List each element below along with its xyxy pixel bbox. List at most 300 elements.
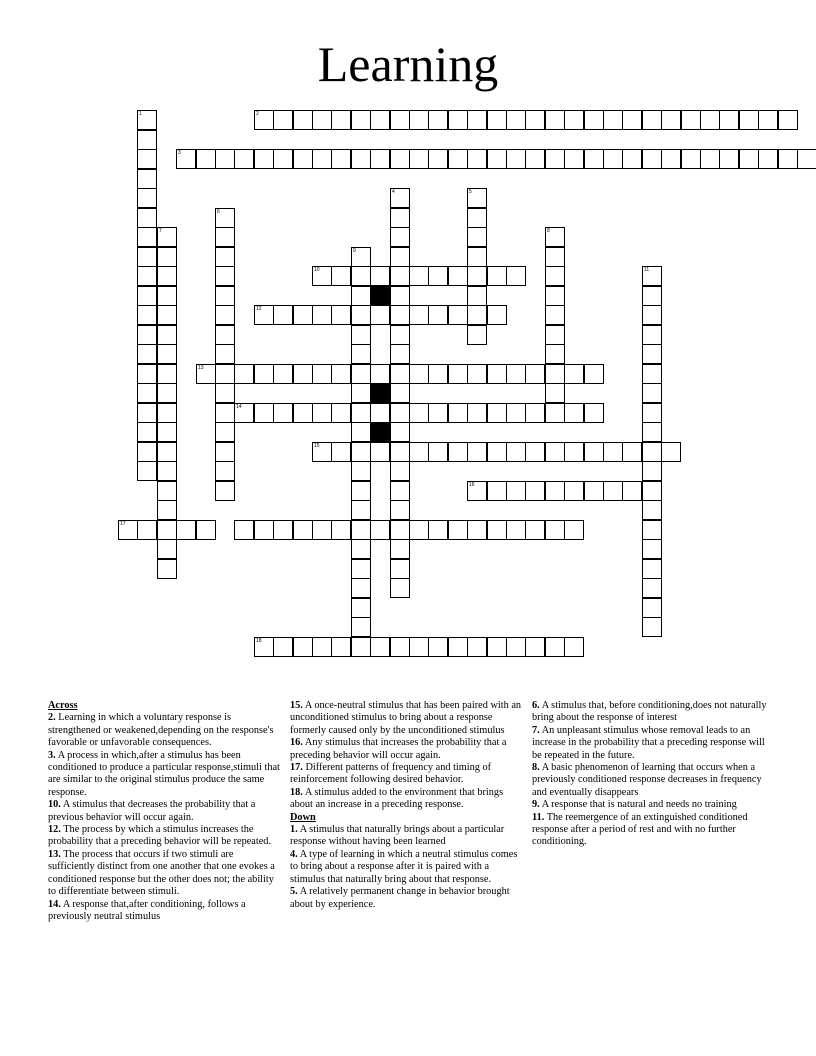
grid-cell[interactable]: [293, 520, 313, 540]
grid-cell[interactable]: [157, 383, 177, 403]
grid-cell[interactable]: [312, 364, 332, 384]
grid-cell[interactable]: [293, 110, 313, 130]
grid-cell[interactable]: [487, 149, 507, 169]
grid-cell[interactable]: [312, 305, 332, 325]
grid-cell[interactable]: [351, 461, 371, 481]
grid-cell[interactable]: [545, 110, 565, 130]
grid-cell[interactable]: [487, 110, 507, 130]
grid-cell[interactable]: [487, 637, 507, 657]
grid-cell-9[interactable]: [351, 247, 371, 267]
grid-cell[interactable]: [351, 149, 371, 169]
grid-cell[interactable]: [157, 559, 177, 579]
grid-cell[interactable]: [622, 149, 642, 169]
grid-cell[interactable]: [506, 403, 526, 423]
grid-cell[interactable]: [215, 481, 235, 501]
grid-cell[interactable]: [409, 403, 429, 423]
grid-cell[interactable]: [661, 149, 681, 169]
grid-cell[interactable]: [254, 149, 274, 169]
grid-cell[interactable]: [739, 149, 759, 169]
grid-cell[interactable]: [545, 286, 565, 306]
grid-cell[interactable]: [390, 305, 410, 325]
grid-cell[interactable]: [234, 520, 254, 540]
grid-cell[interactable]: [506, 149, 526, 169]
grid-cell[interactable]: [428, 305, 448, 325]
grid-cell[interactable]: [409, 149, 429, 169]
grid-cell[interactable]: [293, 305, 313, 325]
grid-cell[interactable]: [545, 247, 565, 267]
grid-cell[interactable]: [719, 110, 739, 130]
grid-cell[interactable]: [603, 110, 623, 130]
grid-cell-15[interactable]: [312, 442, 332, 462]
grid-cell[interactable]: [467, 403, 487, 423]
grid-cell[interactable]: [351, 344, 371, 364]
grid-cell-18[interactable]: [254, 637, 274, 657]
grid-cell[interactable]: [642, 442, 662, 462]
grid-cell[interactable]: [642, 383, 662, 403]
grid-cell[interactable]: [273, 520, 293, 540]
grid-cell[interactable]: [642, 520, 662, 540]
grid-cell[interactable]: [370, 442, 390, 462]
grid-cell[interactable]: [545, 325, 565, 345]
grid-cell-8[interactable]: [545, 227, 565, 247]
grid-cell[interactable]: [351, 442, 371, 462]
grid-cell[interactable]: [157, 520, 177, 540]
grid-cell-1[interactable]: [137, 110, 157, 130]
grid-cell[interactable]: [157, 286, 177, 306]
grid-cell[interactable]: [137, 305, 157, 325]
grid-cell[interactable]: [525, 149, 545, 169]
grid-cell[interactable]: [545, 637, 565, 657]
grid-cell[interactable]: [681, 149, 701, 169]
grid-cell[interactable]: [467, 110, 487, 130]
grid-cell[interactable]: [758, 110, 778, 130]
grid-cell[interactable]: [564, 149, 584, 169]
grid-cell[interactable]: [390, 208, 410, 228]
grid-cell[interactable]: [525, 364, 545, 384]
grid-cell[interactable]: [137, 364, 157, 384]
grid-cell[interactable]: [157, 266, 177, 286]
grid-cell[interactable]: [390, 403, 410, 423]
grid-cell[interactable]: [506, 442, 526, 462]
grid-cell[interactable]: [525, 637, 545, 657]
grid-cell[interactable]: [157, 344, 177, 364]
grid-cell[interactable]: [137, 422, 157, 442]
grid-cell[interactable]: [506, 481, 526, 501]
grid-cell[interactable]: [622, 442, 642, 462]
grid-cell[interactable]: [351, 637, 371, 657]
grid-cell[interactable]: [390, 578, 410, 598]
grid-cell[interactable]: [584, 110, 604, 130]
grid-cell[interactable]: [370, 520, 390, 540]
grid-cell[interactable]: [584, 481, 604, 501]
grid-cell[interactable]: [409, 637, 429, 657]
grid-cell[interactable]: [215, 422, 235, 442]
grid-cell[interactable]: [390, 500, 410, 520]
grid-cell-4[interactable]: [390, 188, 410, 208]
grid-cell-14[interactable]: [234, 403, 254, 423]
grid-cell[interactable]: [448, 364, 468, 384]
grid-cell[interactable]: [273, 403, 293, 423]
grid-cell[interactable]: [545, 364, 565, 384]
grid-cell[interactable]: [642, 617, 662, 637]
grid-cell[interactable]: [390, 481, 410, 501]
grid-cell[interactable]: [700, 149, 720, 169]
grid-cell[interactable]: [331, 266, 351, 286]
grid-cell[interactable]: [467, 442, 487, 462]
grid-cell[interactable]: [642, 286, 662, 306]
grid-cell[interactable]: [409, 520, 429, 540]
grid-cell[interactable]: [467, 637, 487, 657]
grid-cell[interactable]: [196, 520, 216, 540]
grid-cell[interactable]: [390, 364, 410, 384]
grid-cell[interactable]: [642, 481, 662, 501]
grid-cell[interactable]: [390, 637, 410, 657]
grid-cell[interactable]: [778, 149, 798, 169]
grid-cell[interactable]: [215, 149, 235, 169]
grid-cell[interactable]: [293, 403, 313, 423]
grid-cell[interactable]: [351, 325, 371, 345]
grid-cell[interactable]: [390, 383, 410, 403]
grid-cell[interactable]: [584, 442, 604, 462]
grid-cell[interactable]: [525, 481, 545, 501]
grid-cell[interactable]: [351, 266, 371, 286]
grid-cell[interactable]: [545, 344, 565, 364]
grid-cell[interactable]: [409, 110, 429, 130]
grid-cell[interactable]: [642, 110, 662, 130]
grid-cell[interactable]: [351, 286, 371, 306]
grid-cell[interactable]: [467, 325, 487, 345]
grid-cell[interactable]: [448, 520, 468, 540]
grid-cell[interactable]: [545, 149, 565, 169]
grid-cell[interactable]: [390, 266, 410, 286]
grid-cell[interactable]: [390, 110, 410, 130]
grid-cell[interactable]: [137, 520, 157, 540]
grid-cell[interactable]: [351, 481, 371, 501]
grid-cell[interactable]: [137, 247, 157, 267]
grid-cell[interactable]: [661, 442, 681, 462]
grid-cell[interactable]: [448, 637, 468, 657]
grid-cell[interactable]: [390, 149, 410, 169]
grid-cell[interactable]: [137, 461, 157, 481]
grid-cell[interactable]: [584, 149, 604, 169]
grid-cell[interactable]: [351, 383, 371, 403]
grid-cell[interactable]: [564, 403, 584, 423]
grid-cell[interactable]: [390, 247, 410, 267]
grid-cell[interactable]: [370, 266, 390, 286]
grid-cell[interactable]: [428, 110, 448, 130]
grid-cell[interactable]: [428, 637, 448, 657]
grid-cell[interactable]: [137, 188, 157, 208]
grid-cell[interactable]: [622, 481, 642, 501]
grid-cell[interactable]: [215, 325, 235, 345]
grid-cell[interactable]: [758, 149, 778, 169]
grid-cell[interactable]: [719, 149, 739, 169]
grid-cell[interactable]: [603, 481, 623, 501]
grid-cell[interactable]: [409, 442, 429, 462]
grid-cell[interactable]: [506, 110, 526, 130]
grid-cell[interactable]: [409, 266, 429, 286]
grid-cell[interactable]: [351, 500, 371, 520]
grid-cell[interactable]: [351, 598, 371, 618]
grid-cell[interactable]: [273, 364, 293, 384]
grid-cell[interactable]: [739, 110, 759, 130]
grid-cell[interactable]: [331, 637, 351, 657]
grid-cell[interactable]: [390, 461, 410, 481]
grid-cell[interactable]: [564, 481, 584, 501]
grid-cell[interactable]: [448, 110, 468, 130]
grid-cell[interactable]: [642, 325, 662, 345]
grid-cell-16[interactable]: [467, 481, 487, 501]
grid-cell[interactable]: [428, 266, 448, 286]
grid-cell[interactable]: [351, 617, 371, 637]
grid-cell[interactable]: [234, 149, 254, 169]
grid-cell[interactable]: [157, 481, 177, 501]
grid-cell[interactable]: [137, 286, 157, 306]
grid-cell[interactable]: [215, 461, 235, 481]
grid-cell[interactable]: [564, 364, 584, 384]
grid-cell[interactable]: [642, 539, 662, 559]
grid-cell[interactable]: [564, 442, 584, 462]
grid-cell[interactable]: [351, 520, 371, 540]
grid-cell[interactable]: [487, 481, 507, 501]
grid-cell[interactable]: [642, 559, 662, 579]
grid-cell-11[interactable]: [642, 266, 662, 286]
grid-cell[interactable]: [390, 559, 410, 579]
grid-cell[interactable]: [642, 149, 662, 169]
grid-cell[interactable]: [215, 344, 235, 364]
grid-cell[interactable]: [506, 520, 526, 540]
grid-cell[interactable]: [390, 422, 410, 442]
grid-cell[interactable]: [545, 520, 565, 540]
grid-cell[interactable]: [215, 383, 235, 403]
grid-cell[interactable]: [409, 305, 429, 325]
grid-cell[interactable]: [642, 578, 662, 598]
grid-cell[interactable]: [642, 422, 662, 442]
grid-cell[interactable]: [137, 403, 157, 423]
grid-cell[interactable]: [293, 149, 313, 169]
grid-cell[interactable]: [545, 383, 565, 403]
grid-cell-10[interactable]: [312, 266, 332, 286]
grid-cell[interactable]: [467, 227, 487, 247]
grid-cell[interactable]: [797, 149, 816, 169]
grid-cell[interactable]: [622, 110, 642, 130]
grid-cell[interactable]: [351, 422, 371, 442]
grid-cell[interactable]: [331, 520, 351, 540]
grid-cell[interactable]: [137, 266, 157, 286]
grid-cell[interactable]: [176, 520, 196, 540]
grid-cell[interactable]: [215, 442, 235, 462]
grid-cell[interactable]: [157, 305, 177, 325]
grid-cell[interactable]: [312, 520, 332, 540]
grid-cell-12[interactable]: [254, 305, 274, 325]
grid-cell[interactable]: [428, 442, 448, 462]
grid-cell[interactable]: [331, 149, 351, 169]
grid-cell[interactable]: [370, 364, 390, 384]
grid-cell[interactable]: [525, 403, 545, 423]
grid-cell[interactable]: [215, 286, 235, 306]
grid-cell[interactable]: [545, 481, 565, 501]
grid-cell[interactable]: [448, 266, 468, 286]
grid-cell[interactable]: [448, 149, 468, 169]
grid-cell[interactable]: [448, 305, 468, 325]
grid-cell[interactable]: [467, 520, 487, 540]
grid-cell-2[interactable]: [254, 110, 274, 130]
grid-cell[interactable]: [487, 364, 507, 384]
grid-cell[interactable]: [312, 110, 332, 130]
grid-cell[interactable]: [351, 364, 371, 384]
grid-cell[interactable]: [137, 149, 157, 169]
grid-cell[interactable]: [137, 383, 157, 403]
grid-cell[interactable]: [312, 403, 332, 423]
grid-cell[interactable]: [409, 364, 429, 384]
grid-cell[interactable]: [487, 442, 507, 462]
grid-cell[interactable]: [157, 325, 177, 345]
grid-cell[interactable]: [467, 286, 487, 306]
grid-cell-6[interactable]: [215, 208, 235, 228]
grid-cell[interactable]: [331, 403, 351, 423]
grid-cell-3[interactable]: [176, 149, 196, 169]
grid-cell[interactable]: [642, 403, 662, 423]
grid-cell[interactable]: [137, 344, 157, 364]
grid-cell[interactable]: [506, 266, 526, 286]
grid-cell[interactable]: [137, 325, 157, 345]
grid-cell[interactable]: [642, 598, 662, 618]
grid-cell[interactable]: [331, 110, 351, 130]
grid-cell[interactable]: [254, 403, 274, 423]
grid-cell[interactable]: [370, 110, 390, 130]
grid-cell[interactable]: [487, 266, 507, 286]
grid-cell[interactable]: [157, 442, 177, 462]
grid-cell[interactable]: [525, 520, 545, 540]
grid-cell-5[interactable]: [467, 188, 487, 208]
grid-cell[interactable]: [642, 364, 662, 384]
grid-cell[interactable]: [351, 403, 371, 423]
grid-cell[interactable]: [157, 461, 177, 481]
grid-cell[interactable]: [603, 149, 623, 169]
grid-cell[interactable]: [273, 305, 293, 325]
grid-cell[interactable]: [215, 364, 235, 384]
grid-cell[interactable]: [564, 520, 584, 540]
grid-cell[interactable]: [642, 461, 662, 481]
grid-cell[interactable]: [137, 169, 157, 189]
grid-cell[interactable]: [545, 403, 565, 423]
grid-cell[interactable]: [467, 149, 487, 169]
grid-cell[interactable]: [642, 305, 662, 325]
grid-cell[interactable]: [273, 149, 293, 169]
grid-cell[interactable]: [157, 500, 177, 520]
grid-cell[interactable]: [584, 403, 604, 423]
grid-cell[interactable]: [234, 364, 254, 384]
grid-cell[interactable]: [215, 266, 235, 286]
grid-cell[interactable]: [215, 247, 235, 267]
grid-cell[interactable]: [642, 500, 662, 520]
grid-cell[interactable]: [428, 520, 448, 540]
grid-cell[interactable]: [448, 442, 468, 462]
grid-cell[interactable]: [137, 208, 157, 228]
grid-cell[interactable]: [448, 403, 468, 423]
grid-cell[interactable]: [351, 559, 371, 579]
grid-cell-7[interactable]: [157, 227, 177, 247]
grid-cell[interactable]: [370, 403, 390, 423]
grid-cell[interactable]: [525, 110, 545, 130]
grid-cell[interactable]: [215, 227, 235, 247]
grid-cell[interactable]: [564, 110, 584, 130]
grid-cell[interactable]: [331, 305, 351, 325]
grid-cell[interactable]: [467, 305, 487, 325]
grid-cell[interactable]: [331, 442, 351, 462]
grid-cell[interactable]: [293, 637, 313, 657]
grid-cell[interactable]: [661, 110, 681, 130]
grid-cell-17[interactable]: [118, 520, 138, 540]
grid-cell[interactable]: [293, 364, 313, 384]
grid-cell[interactable]: [370, 305, 390, 325]
grid-cell[interactable]: [564, 637, 584, 657]
grid-cell[interactable]: [390, 520, 410, 540]
grid-cell[interactable]: [700, 110, 720, 130]
grid-cell[interactable]: [642, 344, 662, 364]
grid-cell[interactable]: [331, 364, 351, 384]
grid-cell[interactable]: [506, 637, 526, 657]
grid-cell[interactable]: [157, 539, 177, 559]
grid-cell[interactable]: [428, 364, 448, 384]
grid-cell[interactable]: [370, 637, 390, 657]
grid-cell[interactable]: [351, 110, 371, 130]
grid-cell[interactable]: [312, 149, 332, 169]
grid-cell[interactable]: [390, 344, 410, 364]
grid-cell[interactable]: [196, 149, 216, 169]
grid-cell[interactable]: [390, 325, 410, 345]
grid-cell[interactable]: [312, 637, 332, 657]
grid-cell[interactable]: [215, 305, 235, 325]
grid-cell[interactable]: [273, 637, 293, 657]
grid-cell[interactable]: [137, 442, 157, 462]
grid-cell[interactable]: [137, 130, 157, 150]
grid-cell[interactable]: [467, 208, 487, 228]
grid-cell[interactable]: [137, 227, 157, 247]
grid-cell[interactable]: [351, 539, 371, 559]
grid-cell[interactable]: [351, 305, 371, 325]
grid-cell[interactable]: [254, 364, 274, 384]
grid-cell[interactable]: [428, 149, 448, 169]
grid-cell[interactable]: [467, 247, 487, 267]
grid-cell[interactable]: [157, 364, 177, 384]
grid-cell[interactable]: [390, 539, 410, 559]
grid-cell[interactable]: [390, 286, 410, 306]
grid-cell[interactable]: [157, 247, 177, 267]
grid-cell[interactable]: [467, 364, 487, 384]
grid-cell[interactable]: [390, 227, 410, 247]
grid-cell[interactable]: [428, 403, 448, 423]
grid-cell[interactable]: [370, 149, 390, 169]
grid-cell[interactable]: [467, 266, 487, 286]
grid-cell[interactable]: [584, 364, 604, 384]
grid-cell[interactable]: [487, 403, 507, 423]
grid-cell[interactable]: [545, 442, 565, 462]
grid-cell[interactable]: [157, 422, 177, 442]
grid-cell[interactable]: [254, 520, 274, 540]
grid-cell[interactable]: [545, 266, 565, 286]
grid-cell[interactable]: [215, 403, 235, 423]
grid-cell[interactable]: [545, 305, 565, 325]
grid-cell[interactable]: [273, 110, 293, 130]
grid-cell[interactable]: [681, 110, 701, 130]
grid-cell[interactable]: [351, 578, 371, 598]
grid-cell[interactable]: [778, 110, 798, 130]
grid-cell[interactable]: [487, 305, 507, 325]
grid-cell[interactable]: [525, 442, 545, 462]
grid-cell[interactable]: [157, 403, 177, 423]
grid-cell[interactable]: [390, 442, 410, 462]
